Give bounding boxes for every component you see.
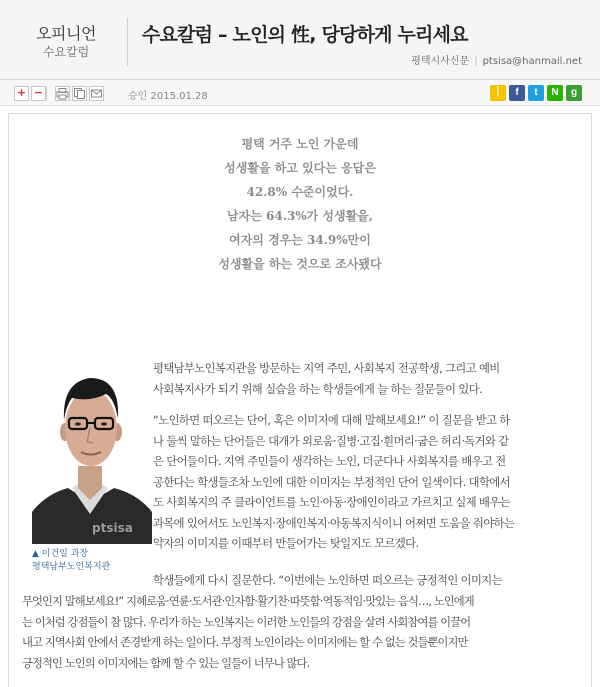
paragraph-line: 긍정적인 노인의 이미지에는 함께 할 수 있는 일들이 너무나 많다. bbox=[22, 656, 310, 670]
byline bbox=[411, 52, 582, 67]
paragraph-line: 과목에 있어서도 노인복지·장애인복지·아동복지식이니 어쩌면 도움을 줘야하는 bbox=[153, 516, 515, 530]
google-share-icon[interactable]: g bbox=[566, 85, 582, 101]
facebook-share-icon[interactable]: f bbox=[509, 85, 525, 101]
author-portrait bbox=[32, 354, 152, 544]
pull-quote-line: 여자의 경우는 34.9%만이 bbox=[229, 233, 371, 247]
header-divider bbox=[127, 18, 128, 66]
approval-date: 승인 2015.01.28 bbox=[128, 91, 208, 102]
twitter-share-icon[interactable]: t bbox=[528, 85, 544, 101]
article-paragraph-3-intro bbox=[153, 571, 502, 592]
subsection-name[interactable]: 수요칼럼 bbox=[42, 45, 90, 59]
publisher-name: 평택시사신문 bbox=[411, 56, 470, 67]
pull-quote-line: 평택 거주 노인 가운데 bbox=[241, 137, 359, 151]
caption-name: ▲ 이건일 과장 bbox=[32, 549, 89, 559]
article-toolbar bbox=[0, 80, 600, 106]
paragraph-line: 평택남부노인복지관을 방문하는 지역 주민, 사회복지 전공학생, 그리고 예비 bbox=[153, 362, 500, 375]
font-decrease-button[interactable]: − bbox=[31, 86, 46, 101]
toolbar-divider bbox=[46, 87, 47, 100]
pull-quote-line: 성생활을 하는 것으로 조사됐다 bbox=[218, 257, 382, 271]
photo-caption bbox=[32, 548, 110, 574]
paragraph-line: 나 둘씩 말하는 단어들은 대개가 외로움·질병·고집·흰머리·굽은 허리·독거와 같 bbox=[153, 434, 509, 448]
author-photo bbox=[32, 354, 152, 544]
paragraph-line: 공한다는 학생들조차 노인에 대한 이미지는 부정적인 단어 일색이다. 대학에서 bbox=[153, 475, 510, 489]
photo-watermark: ptsisa bbox=[92, 521, 133, 535]
article-title: 수요칼럼 – 노인의 性, 당당하게 누리세요 bbox=[142, 24, 468, 46]
paragraph-line: 학생들에게 다시 질문한다. “이번에는 노인하면 떠오르는 긍정적인 이미지는 bbox=[153, 574, 502, 587]
section-label[interactable] bbox=[14, 24, 118, 60]
paragraph-line: 사회복지사가 되기 위해 실습을 하는 학생들에게 늘 하는 질문들이 있다. bbox=[153, 382, 482, 396]
pull-quote bbox=[8, 132, 592, 276]
copy-icon[interactable] bbox=[72, 86, 87, 101]
pull-quote-line: 42.8% 수준이었다. bbox=[246, 185, 354, 199]
paragraph-line: 도 사회복지의 주 클라이언트를 노인·아동·장애인이라고 가르치고 실제 배우는 bbox=[153, 496, 510, 509]
article-paragraph-2 bbox=[153, 411, 514, 555]
naver-share-icon[interactable]: N bbox=[547, 85, 563, 101]
send-icon[interactable] bbox=[89, 86, 104, 101]
paragraph-line: 약자의 이미지를 이때부터 만들어가는 탓일지도 모르겠다. bbox=[153, 537, 419, 550]
pull-quote-line: 남자는 64.3%가 성생활을, bbox=[227, 209, 373, 223]
article-paragraph-3 bbox=[22, 592, 474, 674]
paragraph-line: 내고 지역사회 안에서 존경받게 하는 일이다. 부정적 노인이라는 이미지에는 할 수 없는 것들뿐이지만 bbox=[22, 636, 468, 649]
pull-quote-line: 성생활을 하고 있다는 응답은 bbox=[224, 161, 376, 175]
section-name[interactable]: 오피니언 bbox=[36, 24, 96, 43]
byline-separator: | bbox=[474, 56, 478, 67]
paragraph-line: “노인하면 떠오르는 단어, 혹은 이미지에 대해 말해보세요!” 이 질문을 받고 하 bbox=[153, 414, 510, 427]
kakao-share-icon[interactable]: ㅣ bbox=[490, 85, 506, 101]
author-email[interactable]: ptsisa@hanmail.net bbox=[482, 56, 582, 67]
article-paragraph-1 bbox=[153, 359, 500, 400]
paragraph-line: 는 이처럼 강점들이 참 많다. 우리가 하는 노인복지는 이러한 노인들의 강점을 살려 사회참여를 이끌어 bbox=[22, 615, 471, 629]
paragraph-line: 은 단어들이다. 지역 주민들이 생각하는 노인, 더군다나 사회복지를 배우고 전 bbox=[153, 455, 506, 468]
paragraph-line: 무엇인지 말해보세요!” 지혜로움·연륜·도서관·인자함·활기찬·따뜻함·역동적임·맛있는 음식…, 노인에게 bbox=[22, 595, 474, 608]
font-increase-button[interactable]: + bbox=[14, 86, 29, 101]
article-header bbox=[0, 0, 600, 80]
caption-org: 평택남부노인복지관 bbox=[32, 562, 111, 572]
print-icon[interactable] bbox=[55, 86, 70, 101]
